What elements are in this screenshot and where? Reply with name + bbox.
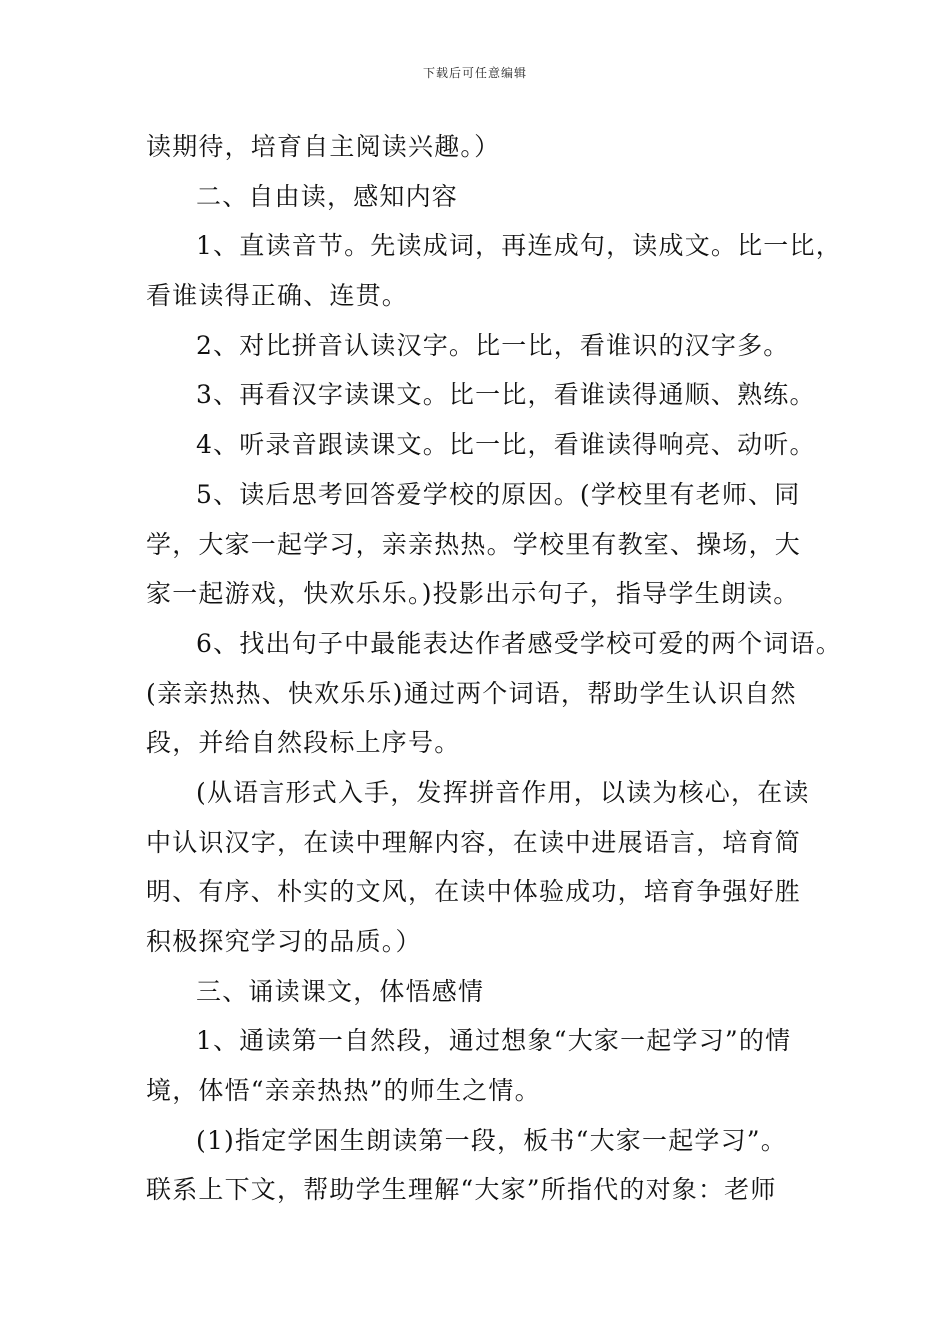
section-heading: 三、诵读课文，体悟感情 — [196, 976, 485, 1006]
text-line: 1、直读音节。先读成词，再连成句，读成文。比一比， — [196, 231, 842, 261]
text-line: 联系上下文，帮助学生理解“大家”所指代的对象：老师 — [146, 1175, 777, 1205]
text-line: 2、对比拼音认读汉字。比一比，看谁识的汉字多。 — [196, 330, 790, 360]
text-line: 读期待，培育自主阅读兴趣。） — [146, 132, 501, 161]
text-line: 3、再看汉字读课文。比一比，看谁读得通顺、熟练。 — [196, 380, 816, 410]
text-line: (从语言形式入手，发挥拼音作用，以读为核心，在读 — [196, 777, 810, 807]
text-line: 家一起游戏，快欢乐乐。)投影出示句子，指导学生朗读。 — [146, 579, 800, 609]
text-line: 6、找出句子中最能表达作者感受学校可爱的两个词语。 — [196, 628, 842, 658]
document-body — [146, 122, 842, 1215]
section-heading: 二、自由读，感知内容 — [196, 181, 459, 211]
text-line: 明、有序、朴实的文风，在读中体验成功，培育争强好胜 — [146, 877, 802, 907]
text-line: 看谁读得正确、连贯。 — [146, 281, 409, 311]
text-line: 5、读后思考回答爱学校的原因。(学校里有老师、同 — [196, 479, 801, 509]
text-line: 中认识汉字，在读中理解内容，在读中进展语言，培育简 — [146, 827, 802, 857]
page-header: 下载后可任意编辑 — [422, 66, 527, 80]
text-line: (1)指定学困生朗读第一段，板书“大家一起学习”。 — [196, 1125, 787, 1155]
text-line: 段，并给自然段标上序号。 — [146, 728, 461, 758]
text-line: 境，体悟“亲亲热热”的师生之情。 — [146, 1076, 541, 1106]
text-line: 4、听录音跟读课文。比一比，看谁读得响亮、动听。 — [196, 430, 816, 460]
text-line: 1、通读第一自然段，通过想象“大家一起学习”的情 — [196, 1026, 792, 1056]
text-line: (亲亲热热、快欢乐乐)通过两个词语，帮助学生认识自然 — [146, 678, 797, 708]
text-line: 积极探究学习的品质。） — [146, 927, 422, 956]
text-line: 学，大家一起学习，亲亲热热。学校里有教室、操场，大 — [146, 529, 802, 559]
